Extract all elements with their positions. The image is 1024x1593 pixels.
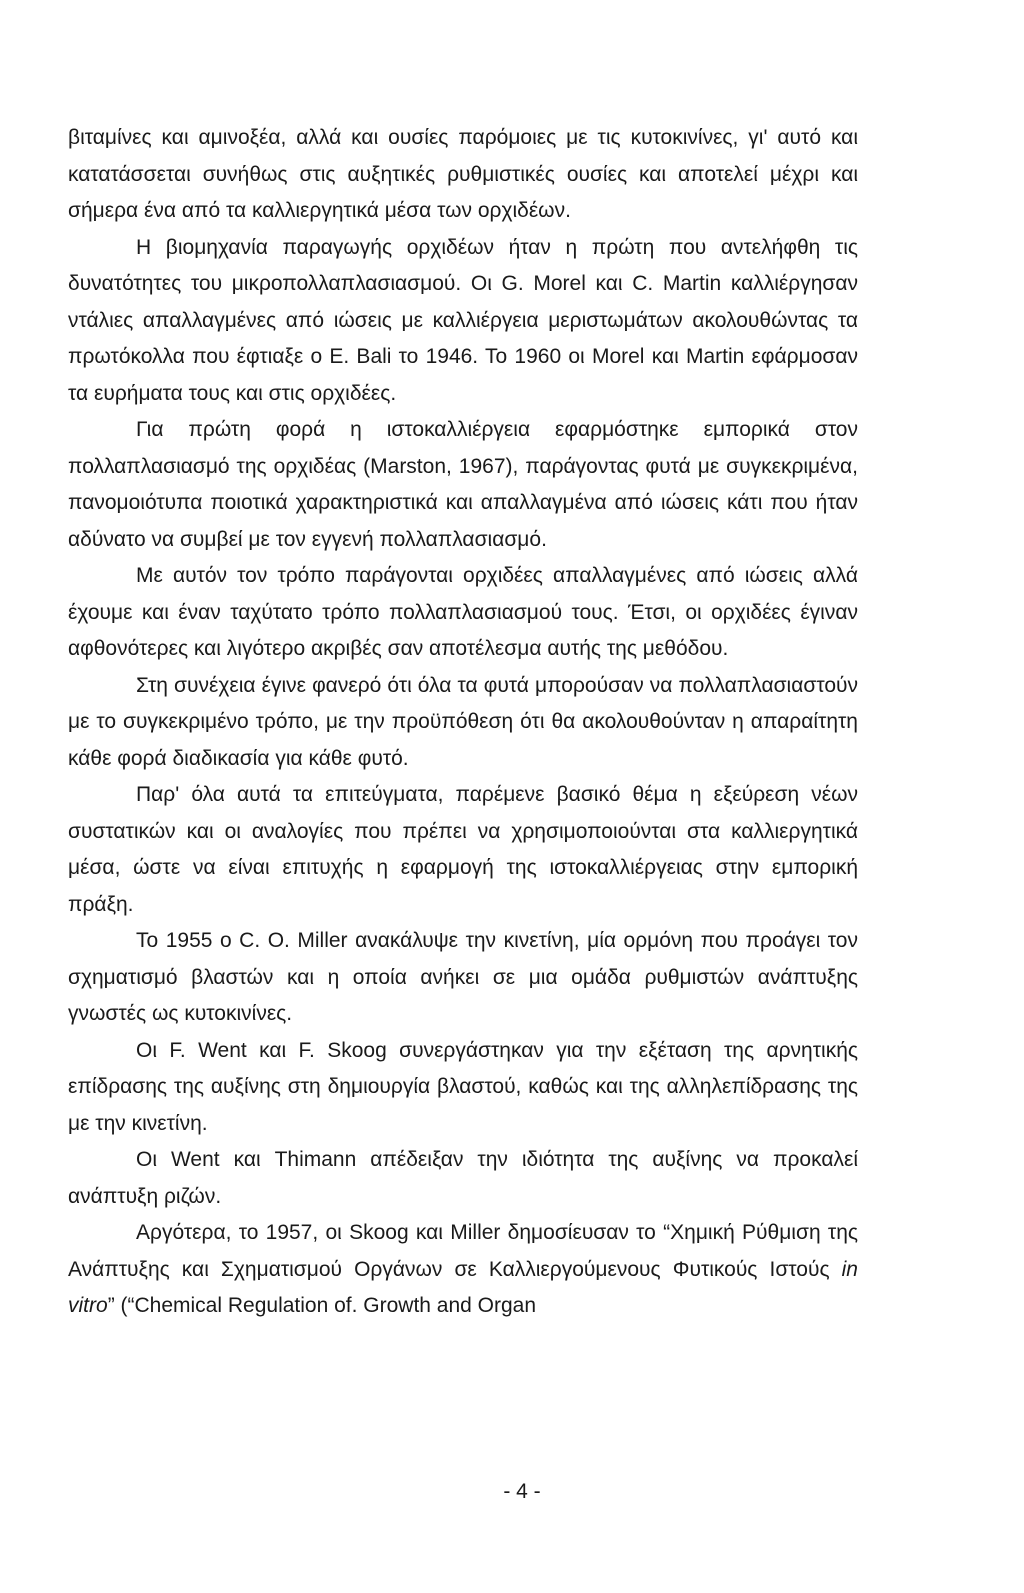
paragraph-1: βιταμίνες και αμινοξέα, αλλά και ουσίες παρόμοιες με τις κυτοκινίνες, γι' αυτό και κατατάσσεται συνήθως στις αυξητικές ρυθμιστικές ουσίες και αποτελεί μέχρι και σήμερα ένα από τα καλλιεργητικά μέσα των ορχιδέων. — [68, 126, 858, 222]
paragraph-10 — [68, 1215, 858, 1325]
paragraph-2: Η βιομηχανία παραγωγής ορχιδέων ήταν η πρώτη που αντελήφθη τις δυνατότητες του μικροπολλαπλασιασμού. Οι G. Morel και C. Martin καλλιέργησαν ντάλιες απαλλαγμένες από ιώσεις με καλλιέργεια μεριστωμάτων ακολουθώντας τα πρωτόκολλα που έφτιαξε ο E. Bali το 1946. Το 1960 οι Morel και Martin εφάρμοσαν τα ευρήματα τους και στις ορχιδέες. — [68, 235, 858, 405]
paragraph-10-text-end: ” (“Chemical Regulation of. Growth and Organ — [107, 1294, 537, 1317]
paragraph-10-text-start: Αργότερα, το 1957, οι Skoog και Miller δημοσίευσαν το “Χημική Ρύθμιση της Ανάπτυξης και Σχηματισμού Οργάνων σε Καλλιεργούμενους Φυτικούς Ιστούς — [68, 1221, 858, 1281]
paragraph-9: Οι Went και Thimann απέδειξαν την ιδιότητα της αυξίνης να προκαλεί ανάπτυξη ριζών. — [68, 1148, 858, 1208]
italic-in: in — [841, 1257, 858, 1281]
italic-vitro: vitro — [68, 1294, 108, 1317]
paragraph-5: Στη συνέχεια έγινε φανερό ότι όλα τα φυτά μπορούσαν να πολλαπλασιαστούν με το συγκεκριμένο τρόπο, με την προϋπόθεση ότι θα ακολουθούνταν η απαραίτητη κάθε φορά διαδικασία για κάθε φυτό. — [68, 673, 858, 770]
paragraph-3: Για πρώτη φορά η ιστοκαλλιέργεια εφαρμόστηκε εμπορικά στον πολλαπλασιασμό της ορχιδέας (Marston, 1967), παράγοντας φυτά με συγκεκριμένα, πανομοιότυπα ποιοτικά χαρακτηριστικά και απαλλαγμένα από ιώσεις κάτι που ήταν αδύνατο να συμβεί με τον εγγενή πολλαπλασιασμό. — [68, 418, 858, 551]
document-body — [68, 120, 858, 1325]
paragraph-8: Οι F. Went και F. Skoog συνεργάστηκαν για την εξέταση της αρνητικής επίδρασης της αυξίνης στη δημιουργία βλαστού, καθώς και της αλληλεπίδρασης της με την κινετίνη. — [68, 1038, 858, 1135]
page-number: - 4 - — [503, 1480, 541, 1503]
paragraph-6: Παρ' όλα αυτά τα επιτεύγματα, παρέμενε βασικό θέμα η εξεύρεση νέων συστατικών και οι αναλογίες που πρέπει να χρησιμοποιούνται στα καλλιεργητικά μέσα, ώστε να είναι επιτυχής η εφαρμογή της ιστοκαλλιέργειας στην εμπορική πράξη. — [68, 783, 858, 916]
paragraph-7: Το 1955 ο C. O. Miller ανακάλυψε την κινετίνη, μία ορμόνη που προάγει τον σχηματισμό βλαστών και η οποία ανήκει σε μια ομάδα ρυθμιστών ανάπτυξης γνωστές ως κυτοκινίνες. — [68, 929, 858, 1025]
paragraph-4: Με αυτόν τον τρόπο παράγονται ορχιδέες απαλλαγμένες από ιώσεις αλλά έχουμε και έναν ταχύτατο τρόπο πολλαπλασιασμού τους. Έτσι, οι ορχιδέες έγιναν αφθονότερες και λιγότερο ακριβές σαν αποτέλεσμα αυτής της μεθόδου. — [68, 564, 858, 660]
